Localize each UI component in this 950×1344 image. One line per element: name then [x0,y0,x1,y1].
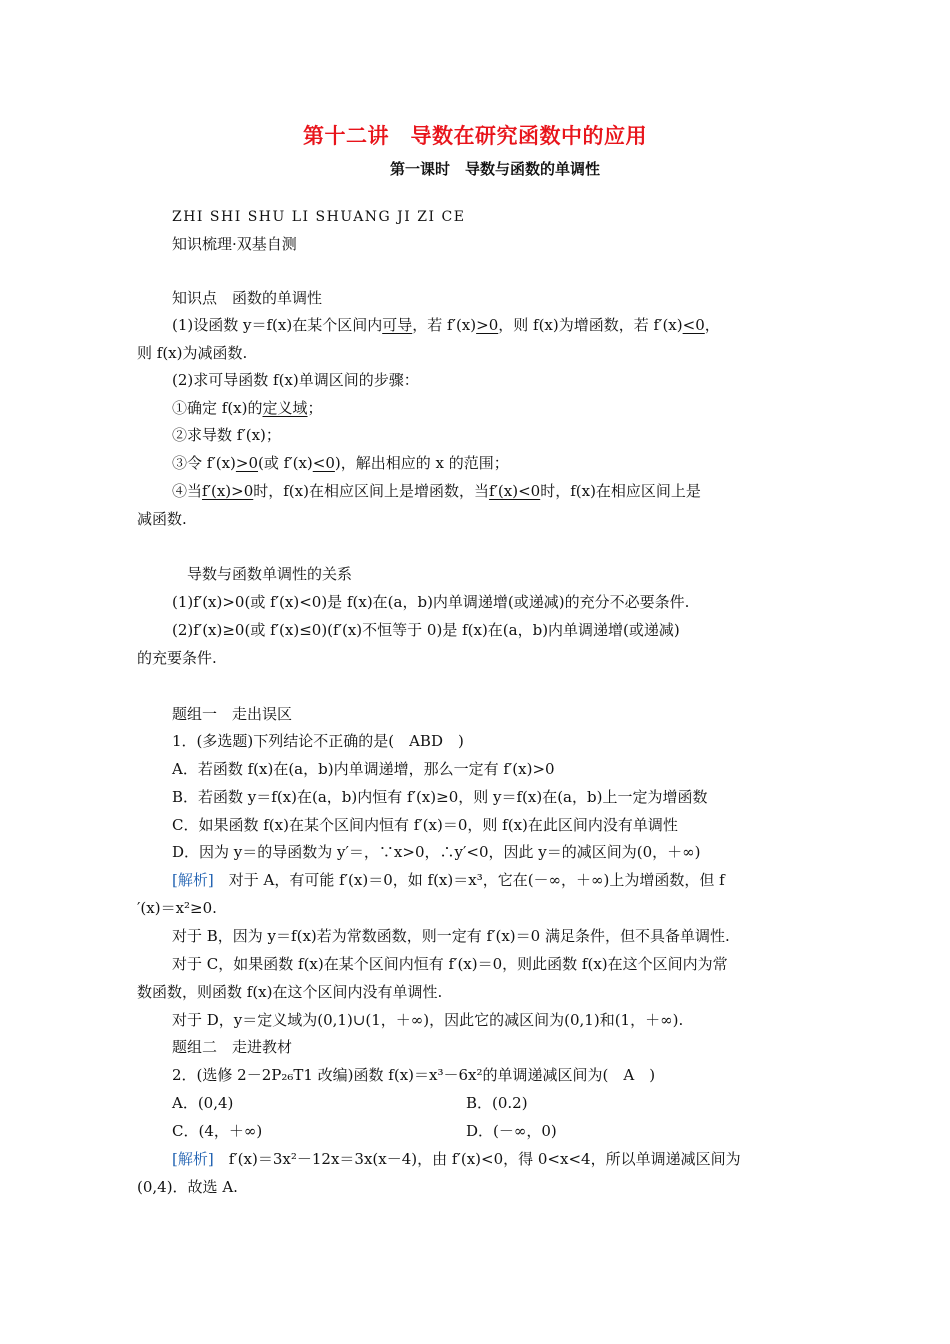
step-3: ③令 f′(x)>0(或 f′(x)<0)，解出相应的 x 的范围； [172,454,509,472]
group1-heading: 题组一 走出误区 [172,705,293,723]
q1-explanation-2: 对于 B，因为 y＝f(x)若为常数函数，则一定有 f′(x)＝0 满足条件，但不具备单调性. [172,927,730,945]
jiexi-tag: [解析] [172,1150,214,1168]
step-1: ①确定 f(x)的定义域； [172,399,323,417]
relation-2-cont: 的充要条件. [137,649,217,667]
question-2: 2．(选修 2－2P₂₆T1 改编)函数 f(x)＝x³－6x²的单调递减区间为( A ) [172,1066,656,1084]
step-2: ②求导数 f′(x)； [172,426,281,444]
knowledge-p2: (2)求可导函数 f(x)单调区间的步骤： [172,371,419,389]
q1-explanation-1: [解析] 对于 A，有可能 f′(x)＝0，如 f(x)＝x³，它在(－∞，＋∞)上为增函数，但 f [172,871,725,889]
section-name: 知识梳理·双基自测 [172,235,297,253]
knowledge-p1-cont: 则 f(x)为减函数. [137,344,248,362]
page-title: 第十二讲 导数在研究函数中的应用 [303,123,647,148]
q1-option-b: B．若函数 y＝f(x)在(a，b)内恒有 f′(x)≥0，则 y＝f(x)在(a，b)上一定为增函数 [172,788,708,806]
step-4-cont: 减函数. [137,510,187,528]
page-subtitle: 第一课时 导数与函数的单调性 [389,160,600,178]
group2-heading: 题组二 走进教材 [172,1038,293,1056]
section-pinyin: ZHI SHI SHU LI SHUANG JI ZI CE [172,209,466,225]
relation-heading: 导数与函数单调性的关系 [187,565,353,583]
step-4: ④当f′(x)>0时，f(x)在相应区间上是增函数，当f′(x)<0时，f(x)在相应区间上是 [172,482,701,500]
q1-option-d: D．因为 y＝的导函数为 y′＝，∵x>0，∴y′<0，因此 y＝的减区间为(0，＋∞) [172,843,701,861]
q2-explanation-1: [解析] f′(x)＝3x²－12x＝3x(x－4)，由 f′(x)<0，得 0<x<4，所以单调递减区间为 [172,1150,741,1168]
q1-explanation-1-cont: ′(x)＝x²≥0. [137,899,217,917]
q2-option-c: C．(4，＋∞) [172,1122,263,1140]
q1-explanation-3: 对于 C，如果函数 f(x)在某个区间内恒有 f′(x)＝0，则此函数 f(x)在这个区间内为常 [172,955,728,973]
q2-option-a: A．(0,4) [172,1094,234,1112]
jiexi-tag: [解析] [172,871,214,889]
q1-option-c: C．如果函数 f(x)在某个区间内恒有 f′(x)＝0，则 f(x)在此区间内没有单调性 [172,816,678,834]
knowledge-p1: (1)设函数 y＝f(x)在某个区间内可导，若 f′(x)>0，则 f(x)为增函数，若 f′(x)<0， [172,316,720,334]
relation-2: (2)f′(x)≥0(或 f′(x)≤0)(f′(x)不恒等于 0)是 f(x)在(a，b)内单调递增(或递减) [172,621,680,639]
question-1: 1．(多选题)下列结论不正确的是( ABD ) [172,732,464,750]
q2-option-b: B．(0.2) [466,1094,528,1112]
q2-option-d: D．(－∞，0) [466,1122,557,1140]
relation-1: (1)f′(x)>0(或 f′(x)<0)是 f(x)在(a，b)内单调递增(或递减)的充分不必要条件. [172,593,690,611]
q1-option-a: A．若函数 f(x)在(a，b)内单调递增，那么一定有 f′(x)>0 [172,760,555,778]
q1-explanation-3-cont: 数函数，则函数 f(x)在这个区间内没有单调性. [137,983,443,1001]
knowledge-heading: 知识点 函数的单调性 [172,289,323,307]
q1-explanation-4: 对于 D，y＝定义域为(0,1)∪(1，＋∞)，因此它的减区间为(0,1)和(1，＋∞). [172,1011,684,1029]
q2-explanation-1-cont: (0,4)．故选 A. [137,1178,238,1196]
